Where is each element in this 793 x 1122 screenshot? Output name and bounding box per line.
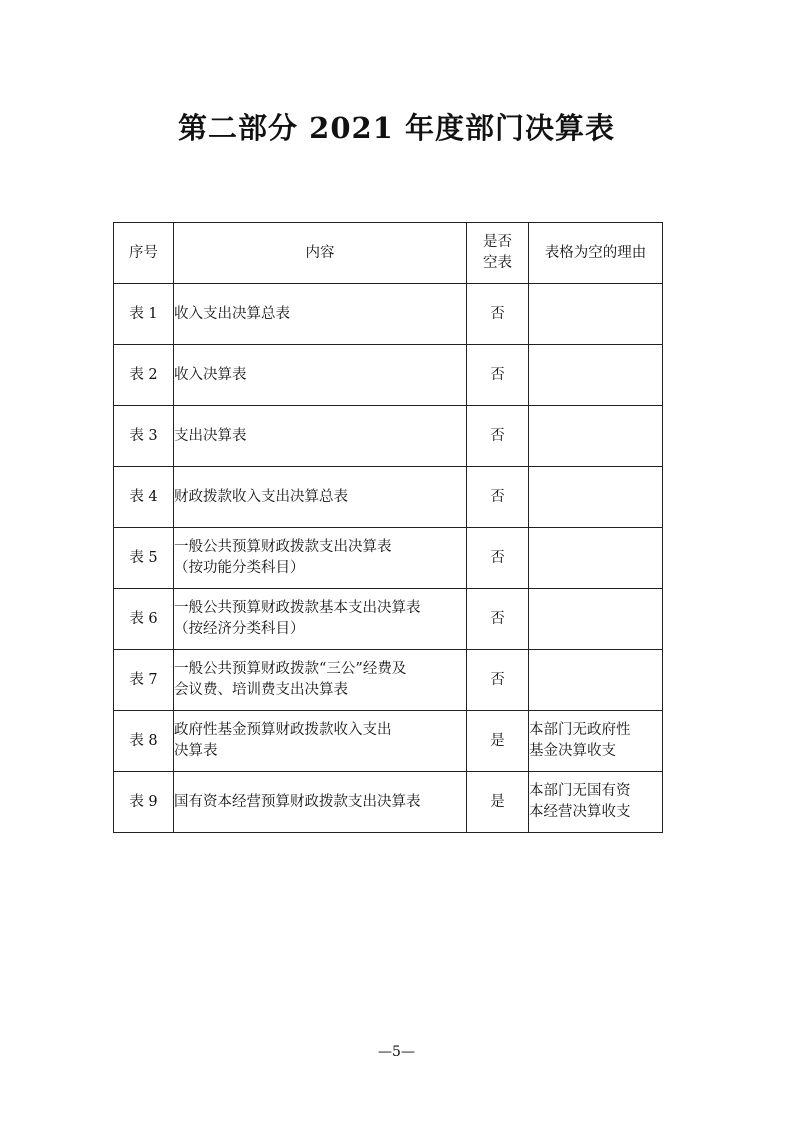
header-reason: 表格为空的理由 bbox=[529, 223, 663, 284]
row-is-empty-cell: 否 bbox=[467, 345, 529, 406]
row-is-empty-cell: 否 bbox=[467, 650, 529, 711]
table-header-row bbox=[114, 223, 663, 284]
row-number-cell: 表 6 bbox=[114, 589, 174, 650]
row-reason-cell bbox=[529, 345, 663, 406]
row-number-cell: 表 1 bbox=[114, 284, 174, 345]
row-content-line: 一般公共预算财政拨款支出决算表 bbox=[174, 539, 392, 555]
row-is-empty-cell: 否 bbox=[467, 284, 529, 345]
row-content-cell bbox=[174, 772, 467, 833]
table-row bbox=[114, 345, 663, 406]
row-content-cell bbox=[174, 528, 467, 589]
header-empty-line1: 是否 bbox=[483, 234, 512, 250]
row-reason-cell bbox=[529, 772, 663, 833]
row-reason-line: 本部门无国有资 bbox=[529, 783, 631, 799]
row-is-empty-cell: 否 bbox=[467, 467, 529, 528]
row-content-line: 一般公共预算财政拨款“三公”经费及 bbox=[174, 661, 407, 677]
row-content-cell bbox=[174, 711, 467, 772]
row-is-empty-cell: 否 bbox=[467, 528, 529, 589]
row-reason-line: 本经营决算收支 bbox=[529, 804, 631, 820]
row-content-cell bbox=[174, 284, 467, 345]
row-number-cell: 表 7 bbox=[114, 650, 174, 711]
row-content-line: 支出决算表 bbox=[174, 427, 247, 444]
row-reason-line: 基金决算收支 bbox=[529, 743, 616, 759]
row-content-line: 收入支出决算总表 bbox=[174, 305, 290, 322]
row-content-cell bbox=[174, 345, 467, 406]
header-empty-line2: 空表 bbox=[483, 255, 512, 271]
row-number-cell: 表 3 bbox=[114, 406, 174, 467]
row-number-cell: 表 9 bbox=[114, 772, 174, 833]
statements-table bbox=[113, 222, 663, 833]
table-row bbox=[114, 589, 663, 650]
row-content-line: （按经济分类科目） bbox=[174, 621, 305, 637]
page-title: 第二部分 2021 年度部门决算表 bbox=[178, 111, 615, 145]
row-reason-cell bbox=[529, 650, 663, 711]
row-content-line: 政府性基金预算财政拨款收入支出 bbox=[174, 722, 392, 738]
row-reason-cell bbox=[529, 589, 663, 650]
row-is-empty-cell: 否 bbox=[467, 406, 529, 467]
page-number: —5— bbox=[378, 1044, 415, 1060]
row-content-cell bbox=[174, 589, 467, 650]
row-content-line: 一般公共预算财政拨款基本支出决算表 bbox=[174, 600, 421, 616]
row-reason-cell bbox=[529, 406, 663, 467]
row-number-cell: 表 4 bbox=[114, 467, 174, 528]
row-content-line: 会议费、培训费支出决算表 bbox=[174, 682, 348, 698]
row-content-line: 决算表 bbox=[174, 743, 218, 759]
table-row bbox=[114, 650, 663, 711]
row-number-cell: 表 5 bbox=[114, 528, 174, 589]
table-row bbox=[114, 406, 663, 467]
row-content-cell bbox=[174, 406, 467, 467]
row-reason-cell bbox=[529, 467, 663, 528]
header-no: 序号 bbox=[114, 223, 174, 284]
table-row bbox=[114, 711, 663, 772]
row-number-cell: 表 2 bbox=[114, 345, 174, 406]
table-row bbox=[114, 528, 663, 589]
row-content-cell bbox=[174, 650, 467, 711]
row-reason-cell bbox=[529, 711, 663, 772]
row-reason-cell bbox=[529, 284, 663, 345]
table-body bbox=[114, 284, 663, 833]
row-content-line: 收入决算表 bbox=[174, 366, 247, 383]
row-reason-line: 本部门无政府性 bbox=[529, 722, 631, 738]
row-content-line: 国有资本经营预算财政拨款支出决算表 bbox=[174, 793, 421, 810]
row-is-empty-cell: 是 bbox=[467, 711, 529, 772]
row-content-cell bbox=[174, 467, 467, 528]
row-is-empty-cell: 是 bbox=[467, 772, 529, 833]
table-row bbox=[114, 772, 663, 833]
row-content-line: （按功能分类科目） bbox=[174, 560, 305, 576]
row-number-cell: 表 8 bbox=[114, 711, 174, 772]
header-empty bbox=[467, 223, 529, 284]
table-row bbox=[114, 284, 663, 345]
row-reason-cell bbox=[529, 528, 663, 589]
table-row bbox=[114, 467, 663, 528]
row-is-empty-cell: 否 bbox=[467, 589, 529, 650]
row-content-line: 财政拨款收入支出决算总表 bbox=[174, 488, 348, 505]
header-content: 内容 bbox=[174, 223, 467, 284]
